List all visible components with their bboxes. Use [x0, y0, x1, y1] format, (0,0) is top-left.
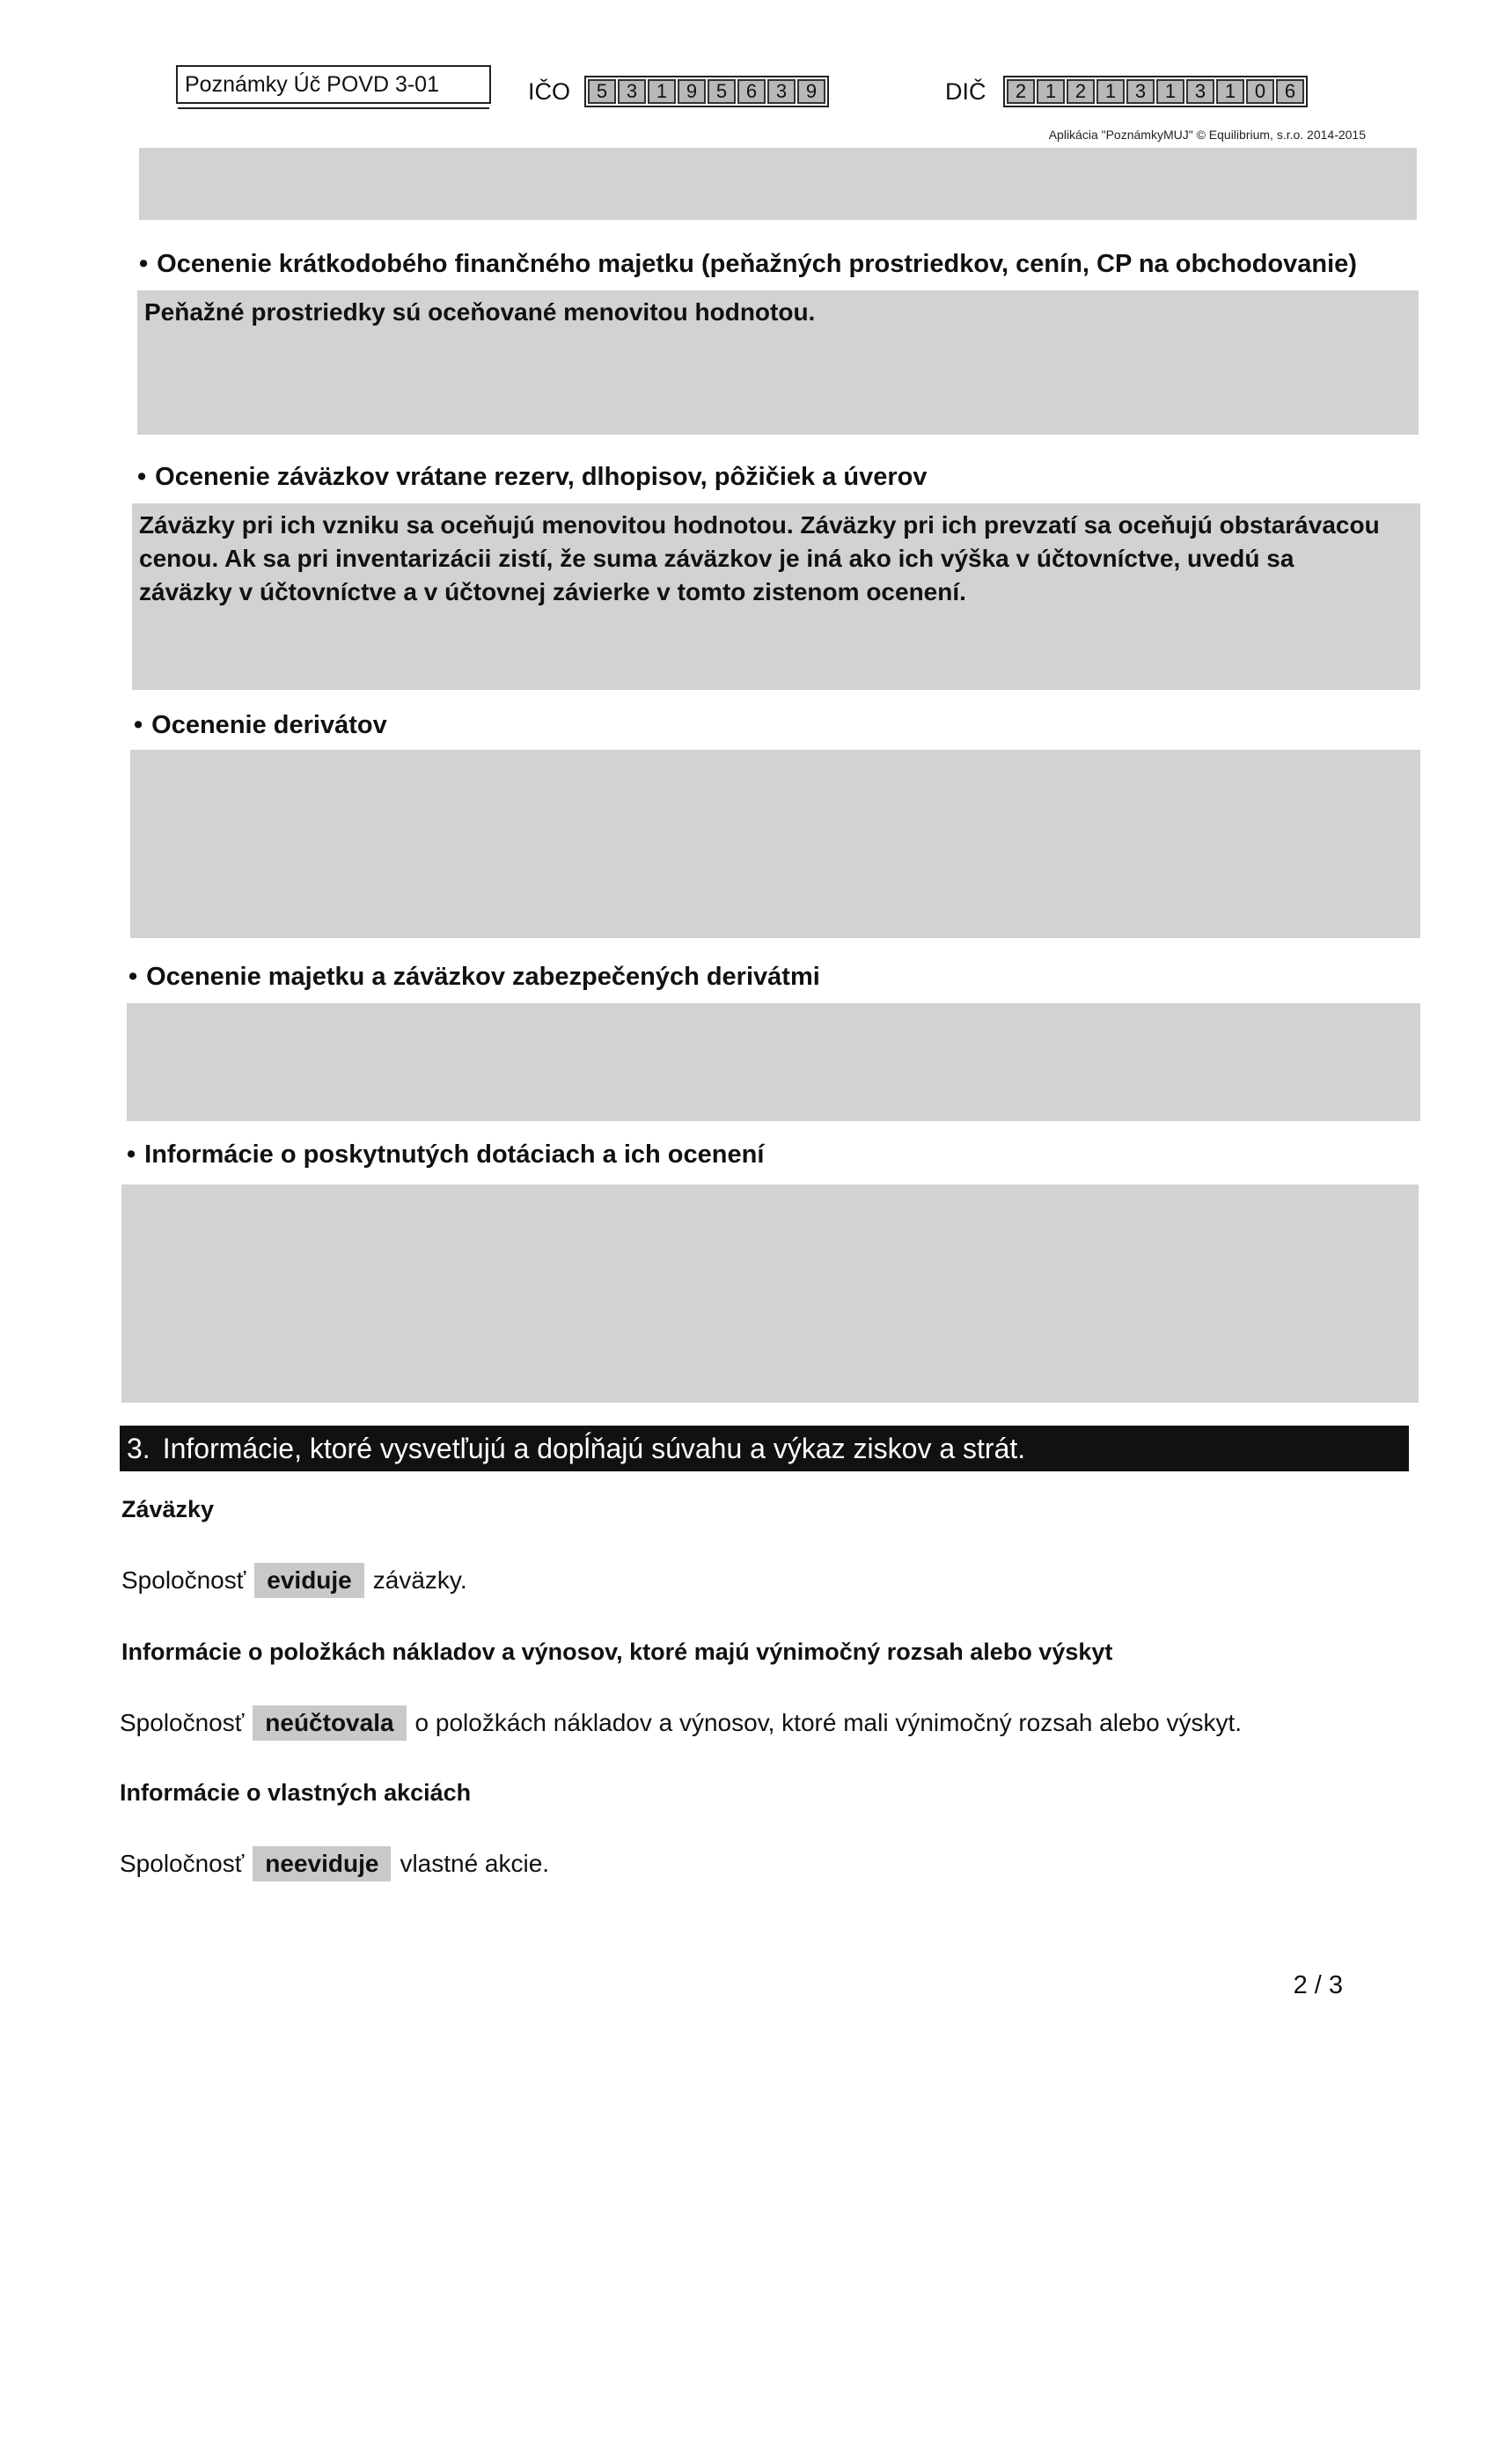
ico-digit: 5	[588, 79, 616, 104]
section-3-number: 3.	[127, 1433, 150, 1464]
item-prefix: Spoločnosť	[120, 1709, 245, 1736]
item-heading: Informácie o položkách nákladov a výnosov, ktoré majú výnimočný rozsah alebo výskyt	[121, 1639, 1113, 1665]
section-empty-box	[121, 1184, 1419, 1403]
header-gray-box	[139, 148, 1417, 220]
item-suffix: vlastné akcie.	[400, 1850, 550, 1877]
section-heading-text: Ocenenie záväzkov vrátane rezerv, dlhopisov, pôžičiek a úverov	[155, 463, 928, 491]
dic-digit: 1	[1096, 79, 1125, 104]
item-sentence	[121, 1563, 467, 1598]
section-heading	[127, 1140, 764, 1170]
section-heading-text: Ocenenie majetku a záväzkov zabezpečených derivátmi	[146, 963, 820, 991]
dic-digit: 1	[1156, 79, 1184, 104]
page-number: 2 / 3	[1293, 1971, 1343, 1999]
bullet-icon: •	[137, 463, 147, 491]
dic-digits	[1003, 76, 1308, 107]
item-suffix: o položkách nákladov a výnosov, ktoré mali výnimočný rozsah alebo výskyt.	[414, 1709, 1243, 1736]
section-heading-text: Ocenenie derivátov	[151, 711, 387, 739]
item-value-field[interactable]: eviduje	[254, 1563, 363, 1598]
bullet-icon: •	[134, 711, 143, 739]
bullet-icon: •	[139, 250, 149, 278]
dic-label: DIČ	[945, 78, 986, 105]
section-heading	[139, 250, 1357, 279]
item-prefix: Spoločnosť	[120, 1850, 245, 1877]
dic-digit: 2	[1007, 79, 1035, 104]
form-title-box	[176, 65, 491, 104]
dic-digit: 0	[1246, 79, 1274, 104]
app-credit: Aplikácia "PoznámkyMUJ" © Equilibrium, s.r.o. 2014-2015	[1048, 128, 1366, 142]
item-sentence	[120, 1705, 1242, 1741]
ico-digit: 6	[737, 79, 766, 104]
item-suffix: záväzky.	[372, 1566, 467, 1594]
ico-digit: 3	[767, 79, 796, 104]
section-text-box: Peňažné prostriedky sú oceňované menovitou hodnotou.	[137, 290, 1419, 435]
section-3-title: Informácie, ktoré vysvetľujú a dopĺňajú súvahu a výkaz ziskov a strát.	[162, 1433, 1026, 1464]
dic-digit: 3	[1126, 79, 1155, 104]
section-empty-box	[127, 1003, 1420, 1121]
dic-digit: 2	[1067, 79, 1095, 104]
section-heading	[128, 963, 820, 992]
item-value-field[interactable]: neeviduje	[253, 1846, 391, 1881]
ico-digit: 3	[618, 79, 646, 104]
section-empty-box	[130, 750, 1420, 938]
form-title-underline	[178, 107, 489, 109]
section-heading	[134, 711, 387, 740]
item-value-field[interactable]: neúčtovala	[253, 1705, 406, 1741]
item-heading: Záväzky	[121, 1496, 215, 1522]
item-sentence	[120, 1846, 549, 1881]
item-heading: Informácie o vlastných akciách	[120, 1779, 472, 1806]
section-3-bar	[120, 1426, 1409, 1471]
dic-digit: 6	[1276, 79, 1304, 104]
section-text-box: Záväzky pri ich vzniku sa oceňujú menovitou hodnotou. Záväzky pri ich prevzatí sa oceňujú obstarávacou cenou. Ak sa pri inventarizácii zistí, že suma záväzkov je iná ako ich výška v účtovníctve, uvedú sa záväzky v účtovníctve a v účtovnej závierke v tomto zistenom ocenení.	[132, 503, 1420, 690]
ico-label: IČO	[528, 78, 571, 105]
ico-digit: 1	[648, 79, 676, 104]
dic-digit: 1	[1037, 79, 1065, 104]
section-heading	[137, 463, 928, 492]
ico-digits	[584, 76, 829, 107]
section-heading-text: Ocenenie krátkodobého finančného majetku (peňažných prostriedkov, cenín, CP na obchodovanie)	[157, 250, 1357, 278]
section-heading-text: Informácie o poskytnutých dotáciach a ich ocenení	[144, 1140, 765, 1169]
dic-digit: 3	[1186, 79, 1214, 104]
dic-digit: 1	[1216, 79, 1244, 104]
ico-digit: 9	[678, 79, 706, 104]
bullet-icon: •	[127, 1140, 136, 1169]
item-prefix: Spoločnosť	[121, 1566, 246, 1594]
ico-digit: 9	[797, 79, 825, 104]
ico-digit: 5	[708, 79, 736, 104]
bullet-icon: •	[128, 963, 138, 991]
form-title: Poznámky Úč POVD 3-01	[185, 72, 439, 97]
